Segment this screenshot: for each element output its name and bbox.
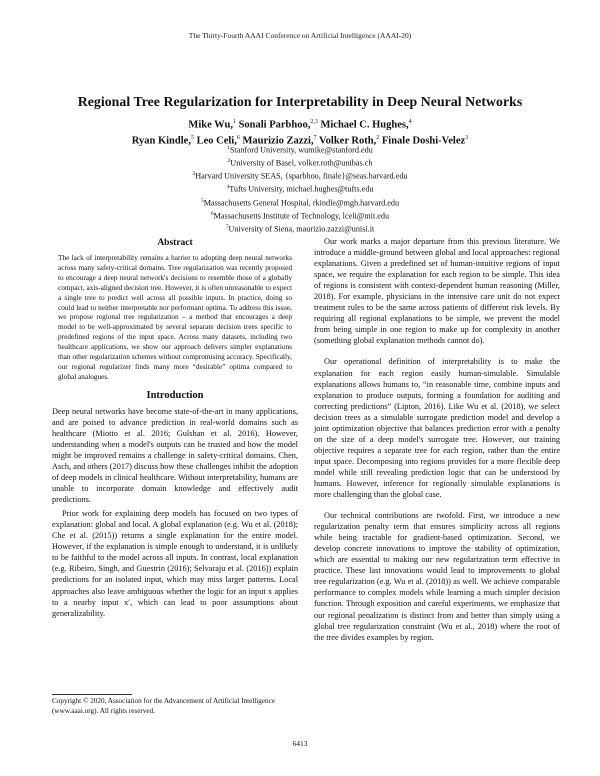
body-paragraph: Our operational definition of interpretability is to make the explanation for each region easily human-simulable. Simulable explanations allows humans to, “in reasonable time, combine inputs and explanation to produce outputs, forming a foundation for auditing and correcting predictions” (Lipton, 2016). Like Wu et al. (2018), we select decision trees as a simulable surrogate prediction model and develop a joint optimization objective that balances prediction error with a penalty on the size of a deep model's surrogate tree. However, our training objective requires a separate tree for each region, rather than the entire input space. Decomposing into regions provides for a more flexible deep model while still revealing prediction logic that can be understood by humans. However, inference for regionally simulable explanations is more challenging than the global case. [314,357,560,500]
intro-paragraph: Deep neural networks have become state-of-the-art in many applications, and are poised to advance prediction in real-world domains such as healthcare (Miotto et al. 2016; Gulshan et al. 2016). However, understanding when a model's outputs can be trusted and how the model might be improved remains a challenge in safety-critical domains. Chen, Asch, and others (2017) discuss how these challenges inhibit the adoption of deep models in clinical healthcare. Without interpretability, humans are unable to incorporate domain knowledge and effectively audit predictions. [52,406,298,505]
abstract-text: The lack of interpretability remains a barrier to adopting deep neural networks across many safety-critical domains. Tree regularization was recently proposed to encourage a deep neural network's decisions to resemble those of a globally compact, axis-aligned decision tree. However, it is often unreasonable to expect a single tree to predict well across all possible inputs. In practice, doing so could lead to neither interpretable nor performant optima. To address this issue, we propose regional tree regularization – a method that encourages a deep model to be well-approximated by several separate decision trees specific to predefined regions of the input space. Across many datasets, including two healthcare applications, we show our approach delivers simpler explanations than other regularization schemes without compromising accuracy. Specifically, our regional regularizer finds many more “desirable” optima compared to global analogues. [58,253,292,381]
left-column [52,236,298,622]
affil-mark: 2 [227,158,231,165]
author-name: Finale Doshi-Velez [379,135,466,146]
affil-mark: 3 [192,171,196,178]
body-paragraph: Our technical contributions are twofold. First, we introduce a new regularization penalty term that ensures simplicity across all regions while being tractable for gradient-based optimization. Second, we develop concrete innovations to improve the stability of optimization, which are essential to making our new regularization term effective in practice. These last innovations would lead to improvements to global tree regularization (e.g. Wu et al. (2018)) as well. We achieve comparable performance to complex models while learning a much simpler decision function. Through exposition and careful experiments, we emphasize that our regional penalization is distinct from and better than simply using a global tree regularization constraint (Wu et al., 2018) where the root of the tree divides examples by region. [314,511,560,642]
author-affil-mark: 4 [408,119,412,125]
introduction-heading: Introduction [146,389,204,401]
affil-mark: 1 [227,145,230,151]
affiliation [40,156,560,169]
author-affil-mark: 5 [190,134,194,141]
affil-mark: 5 [200,197,204,204]
affiliation-text: University of Basel, volker.roth@unibas.ch [230,158,373,168]
body-paragraph: Our work marks a major departure from this previous literature. We introduce a middle-ground between global and local approaches: regional explanations. Given a predefined set of human-intuitive regions of input space, we require the explanation for each region to be simple. This idea of regions is consistent with context-dependent human reasoning (Miller, 2018). For example, physicians in the intensive care unit do not expect treatment rules to be the same across patients of different risk levels. By requiring all regional explanations to be simple, we prevent the model from being simple in one region to make up for complexity in another (something global explanation methods cannot do). [314,237,560,346]
affiliation-text: Massachusetts General Hospital, rkindle@mgh.harvard.edu [203,198,400,208]
affiliation-list [40,143,560,235]
affiliation-text: Tufts University, michael.hughes@tufts.edu [229,185,374,195]
copyright-footnote: Copyright © 2020, Association for the Advancement of Artificial Intelligence (www.aaai.org). All rights reserved. [52,697,276,715]
intro-paragraph: Prior work for explaining deep models has focused on two types of explanation: global and local. A global explanation (e.g. Wu et al. (2018); Che et al. (2015)) returns a single explanation for the entire model. However, if the explanation is simple enough to understand, it is unlikely to be faithful to the model across all inputs. In contrast, local explanation (e.g. Ribeiro, Singh, and Guestrin (2016); Selvaraju et al. (2016)) explain predictions for an isolated input, which may miss larger patterns. Local approaches also leave ambiguous whether the logic for an input x applies to a nearby input x′, which can lead to poor assumptions about generalizability. [52,509,298,618]
right-column [314,236,560,653]
author-name: Sonali Parbhoo, [235,119,311,131]
author-name: Michael C. Hughes, [317,119,409,131]
affil-mark: 6 [210,210,214,217]
page-number: 6413 [292,739,308,748]
affiliation [40,196,560,209]
author-affil-mark: 6 [236,134,240,141]
affiliation [40,222,560,235]
author-line-1 [40,116,560,132]
author-name: Ryan Kindle, [131,135,191,146]
author-affil-mark: 2 [376,134,380,141]
affiliation [40,182,560,195]
author-name: Maurizio Zazzi, [239,135,314,146]
author-affil-mark: 2,3 [310,119,318,125]
author-affil-mark: 3 [465,134,469,141]
affiliation [40,209,560,222]
affiliation-text: University of Siena, maurizio.zazzi@unisi.it [228,224,375,234]
author-affil-mark: 1 [232,119,236,125]
affiliation-text: Stanford University, wumike@stanford.edu [229,145,373,155]
author-name: Mike Wu, [188,119,233,131]
affiliation [40,143,560,156]
author-name: Leo Celi, [193,135,237,146]
paper-title: Regional Tree Regularization for Interpretability in Deep Neural Networks [77,94,523,109]
affiliation-text: Harvard University SEAS, {sparbhoo, finale}@seas.harvard.edu [195,172,408,182]
affiliation-text: Massachusetts Institute of Technology, lceli@mit.edu [213,211,390,221]
abstract-heading: Abstract [157,238,193,248]
author-affil-mark: 7 [313,134,317,141]
footnote-divider [52,694,132,695]
author-name: Volker Roth, [316,135,377,146]
affil-mark: 4 [226,184,230,191]
affiliation [40,169,560,182]
affil-mark: 7 [225,223,229,230]
conference-header: The Thirty-Fourth AAAI Conference on Artificial Intelligence (AAAI-20) [188,31,412,40]
